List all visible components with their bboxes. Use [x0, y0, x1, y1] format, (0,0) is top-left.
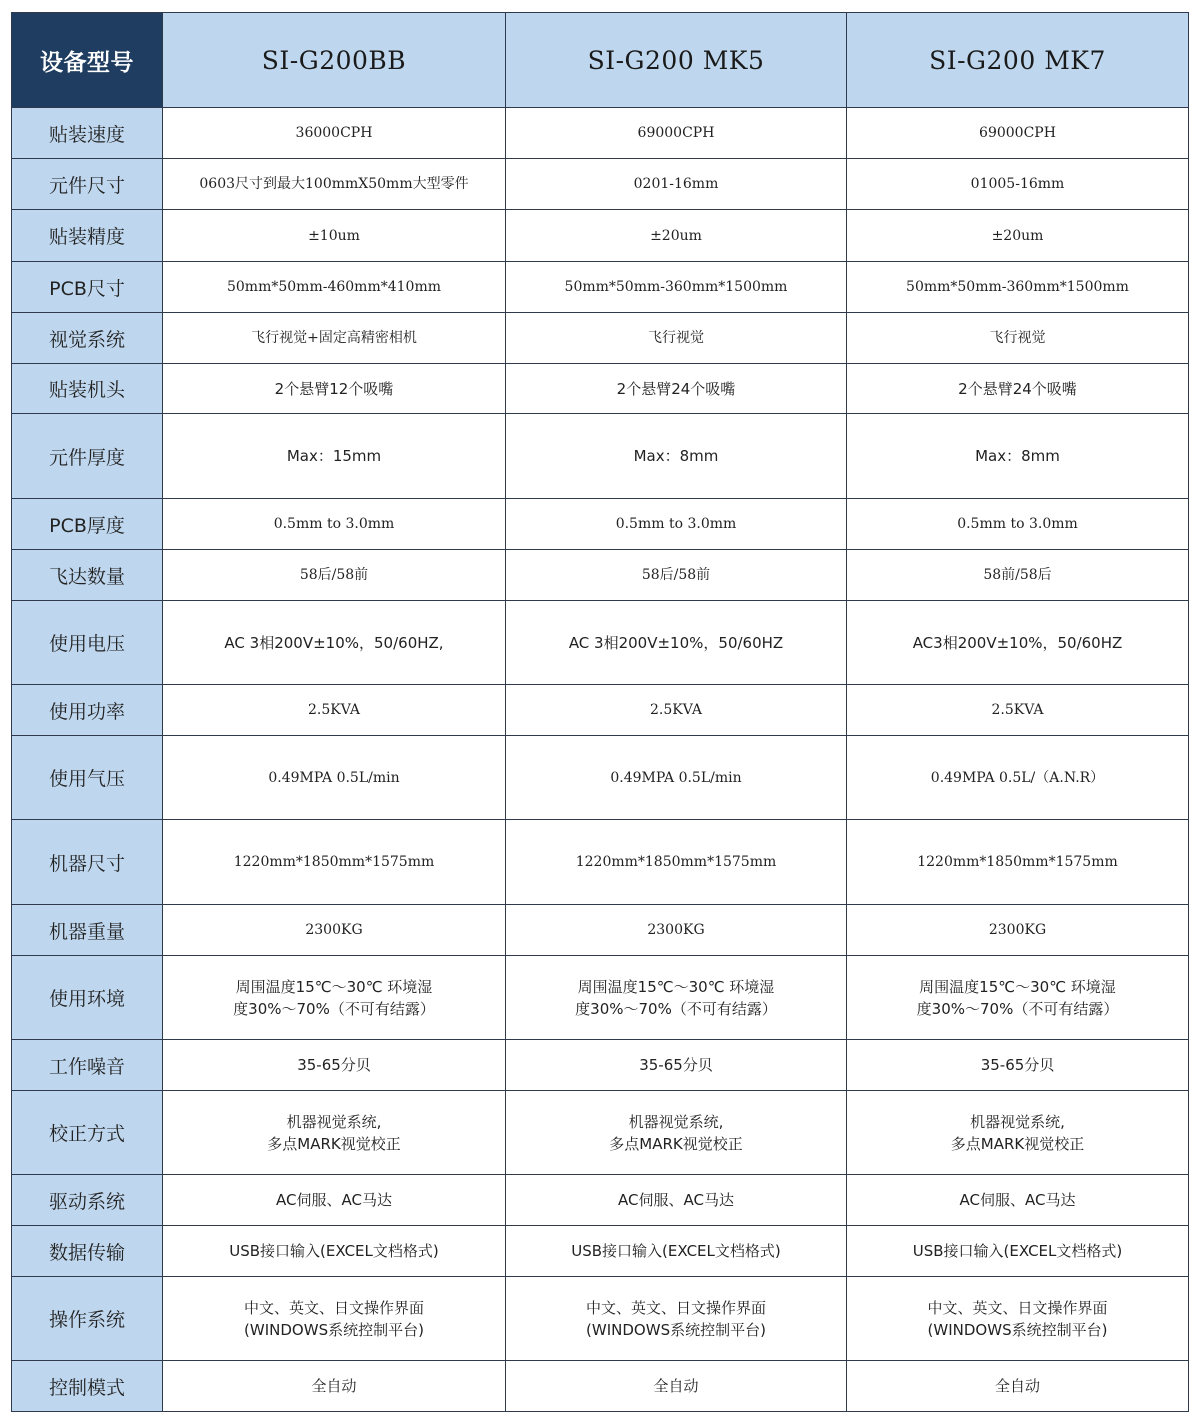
spec-row: [12, 262, 1189, 313]
spec-value: [506, 1361, 847, 1412]
spec-value: [506, 956, 847, 1040]
spec-value: [163, 1277, 506, 1361]
spec-label: 使用功率: [12, 685, 163, 736]
spec-value: [163, 905, 506, 956]
spec-value-line: 58前/58后: [983, 567, 1052, 583]
spec-value-line: 50mm*50mm-360mm*1500mm: [564, 279, 788, 295]
spec-label: 元件尺寸: [12, 159, 163, 210]
spec-label: 工作噪音: [12, 1040, 163, 1091]
spec-value: [163, 414, 506, 499]
spec-value: [847, 159, 1189, 210]
spec-row: [12, 956, 1189, 1040]
spec-value-line: 0.5mm to 3.0mm: [615, 516, 737, 532]
spec-row: [12, 159, 1189, 210]
spec-label: 操作系统: [12, 1277, 163, 1361]
spec-value-line: USB接口输入(EXCEL文档格式): [229, 1242, 439, 1260]
spec-value-line: 全自动: [653, 1377, 699, 1395]
spec-label: 控制模式: [12, 1361, 163, 1412]
spec-value: [163, 1361, 506, 1412]
spec-value-line: 35-65分贝: [639, 1056, 713, 1074]
spec-value-line: Max：8mm: [975, 447, 1060, 465]
spec-value: [847, 1226, 1189, 1277]
spec-value-line: 2300KG: [647, 922, 705, 938]
spec-label: PCB厚度: [12, 499, 163, 550]
spec-value-line: 1220mm*1850mm*1575mm: [917, 854, 1118, 870]
spec-value-line: 多点MARK视觉校正: [267, 1134, 401, 1153]
spec-value-line: 35-65分贝: [980, 1056, 1055, 1074]
spec-value: [506, 159, 847, 210]
spec-value-line: 中文、英文、日文操作界面: [927, 1298, 1108, 1317]
spec-value: [506, 905, 847, 956]
spec-value-line: 2个悬臂12个吸嘴: [274, 379, 394, 398]
spec-value-line: AC伺服、AC马达: [618, 1191, 734, 1209]
spec-label: 使用气压: [12, 736, 163, 820]
spec-row: [12, 210, 1189, 262]
spec-value: [163, 956, 506, 1040]
spec-row: [12, 1175, 1189, 1226]
spec-value-line: 飞行视觉+固定高精密相机: [251, 330, 417, 346]
spec-value: [163, 313, 506, 364]
spec-row: [12, 364, 1189, 414]
spec-value-line: 50mm*50mm-360mm*1500mm: [906, 279, 1129, 295]
spec-value: [506, 685, 847, 736]
spec-value-line: 2个悬臂24个吸嘴: [958, 379, 1077, 398]
spec-value: [847, 685, 1189, 736]
spec-value: [163, 364, 506, 414]
spec-value-line: 0.49MPA 0.5L/（A.N.R）: [930, 769, 1105, 786]
spec-value-line: 58后/58前: [641, 567, 711, 583]
spec-row: [12, 1361, 1189, 1412]
spec-row: [12, 1091, 1189, 1175]
spec-value: [163, 736, 506, 820]
spec-label: 使用环境: [12, 956, 163, 1040]
spec-value-line: AC 3相200V±10%，50/60HZ,: [224, 633, 444, 652]
spec-value-line: 58后/58前: [299, 567, 369, 583]
spec-value: [163, 685, 506, 736]
spec-value-line: 度30%～70%（不可有结露）: [233, 999, 435, 1018]
spec-value-line: 2个悬臂24个吸嘴: [616, 379, 736, 398]
spec-value-line: 周围温度15℃～30℃ 环境湿: [235, 977, 433, 996]
spec-value: [847, 550, 1189, 601]
spec-row: [12, 601, 1189, 685]
spec-value-line: 2.5KVA: [650, 702, 702, 718]
spec-value-line: 35-65分贝: [297, 1056, 371, 1074]
spec-value-line: 中文、英文、日文操作界面: [585, 1298, 766, 1317]
spec-value: [506, 108, 847, 159]
spec-value-line: 1220mm*1850mm*1575mm: [575, 854, 777, 870]
spec-value-line: 0.5mm to 3.0mm: [273, 516, 395, 532]
spec-label: 贴装速度: [12, 108, 163, 159]
spec-row: [12, 550, 1189, 601]
spec-value-line: Max：15mm: [286, 447, 382, 465]
spec-value: [506, 1175, 847, 1226]
spec-value-line: 2300KG: [988, 922, 1047, 938]
spec-value: [506, 210, 847, 262]
spec-value: [847, 1040, 1189, 1091]
spec-value: [506, 262, 847, 313]
spec-value: [847, 905, 1189, 956]
spec-row: [12, 313, 1189, 364]
spec-value-line: 机器视觉系统,: [286, 1112, 382, 1131]
spec-value-line: 1220mm*1850mm*1575mm: [233, 854, 435, 870]
spec-value-line: 机器视觉系统,: [628, 1112, 724, 1131]
spec-row: [12, 414, 1189, 499]
spec-value-line: ±10um: [308, 227, 360, 244]
spec-label: 飞达数量: [12, 550, 163, 601]
spec-label: 元件厚度: [12, 414, 163, 499]
spec-value-line: 69000CPH: [979, 125, 1056, 141]
spec-label: 使用电压: [12, 601, 163, 685]
spec-value-line: (WINDOWS系统控制平台): [586, 1320, 766, 1339]
spec-value: [847, 499, 1189, 550]
spec-row: [12, 499, 1189, 550]
spec-value-line: 0.49MPA 0.5L/min: [268, 769, 400, 786]
model-name: SI-G200BB: [163, 13, 506, 108]
spec-row: [12, 1040, 1189, 1091]
spec-value: [163, 601, 506, 685]
spec-value-line: 0603尺寸到最大100mmX50mm大型零件: [199, 176, 469, 192]
spec-value: [506, 550, 847, 601]
spec-value: [506, 499, 847, 550]
spec-value: [506, 601, 847, 685]
spec-value-line: AC3相200V±10%，50/60HZ: [912, 633, 1123, 652]
spec-value-line: 50mm*50mm-460mm*410mm: [226, 279, 441, 295]
spec-value-line: 36000CPH: [295, 125, 373, 141]
spec-value: [847, 262, 1189, 313]
spec-value-line: 周围温度15℃～30℃ 环境湿: [919, 977, 1116, 996]
spec-value-line: ±20um: [650, 227, 702, 244]
spec-value: [506, 364, 847, 414]
spec-value: [506, 414, 847, 499]
model-header-label: 设备型号: [12, 13, 163, 108]
spec-label: 校正方式: [12, 1091, 163, 1175]
spec-row: [12, 905, 1189, 956]
spec-value-line: 周围温度15℃～30℃ 环境湿: [577, 977, 775, 996]
spec-label: 机器重量: [12, 905, 163, 956]
spec-value-line: AC伺服、AC马达: [959, 1191, 1076, 1209]
spec-label: 贴装精度: [12, 210, 163, 262]
spec-value: [163, 550, 506, 601]
spec-value: [847, 1361, 1189, 1412]
spec-value: [847, 820, 1189, 905]
spec-value: [847, 1091, 1189, 1175]
spec-value: [847, 601, 1189, 685]
model-name: SI-G200 MK7: [847, 13, 1189, 108]
spec-value: [847, 414, 1189, 499]
spec-value: [847, 1277, 1189, 1361]
spec-value: [506, 1277, 847, 1361]
spec-value: [506, 820, 847, 905]
spec-value-line: USB接口输入(EXCEL文档格式): [571, 1242, 781, 1260]
spec-value-line: 2.5KVA: [991, 702, 1044, 718]
spec-value: [163, 820, 506, 905]
spec-value: [847, 108, 1189, 159]
spec-value-line: 机器视觉系统,: [970, 1112, 1065, 1131]
spec-value-line: AC 3相200V±10%，50/60HZ: [568, 633, 784, 652]
spec-value: [163, 210, 506, 262]
spec-value: [847, 736, 1189, 820]
spec-value-line: (WINDOWS系统控制平台): [244, 1320, 424, 1339]
spec-value-line: 全自动: [311, 1377, 357, 1395]
spec-label: 机器尺寸: [12, 820, 163, 905]
spec-row: [12, 1277, 1189, 1361]
spec-value-line: 飞行视觉: [648, 330, 704, 346]
spec-row: [12, 685, 1189, 736]
header-row: [12, 13, 1189, 108]
spec-value-line: 度30%～70%（不可有结露）: [575, 999, 777, 1018]
spec-value: [847, 956, 1189, 1040]
spec-value-line: 0201-16mm: [633, 176, 719, 192]
spec-value: [506, 1040, 847, 1091]
spec-label: 视觉系统: [12, 313, 163, 364]
spec-value-line: 69000CPH: [637, 125, 715, 141]
spec-label: 数据传输: [12, 1226, 163, 1277]
spec-value: [506, 313, 847, 364]
spec-body: [12, 108, 1189, 1412]
spec-value: [163, 1175, 506, 1226]
spec-value-line: 度30%～70%（不可有结露）: [916, 999, 1119, 1018]
spec-value-line: ±20um: [991, 227, 1044, 244]
spec-value-line: 0.5mm to 3.0mm: [957, 516, 1078, 532]
spec-row: [12, 820, 1189, 905]
spec-table: [11, 12, 1189, 1412]
spec-value-line: 飞行视觉: [989, 330, 1046, 346]
spec-value-line: 多点MARK视觉校正: [950, 1134, 1085, 1153]
spec-label: PCB尺寸: [12, 262, 163, 313]
spec-value: [847, 364, 1189, 414]
spec-value: [506, 1091, 847, 1175]
spec-row: [12, 1226, 1189, 1277]
spec-row: [12, 736, 1189, 820]
spec-label: 贴装机头: [12, 364, 163, 414]
spec-value: [163, 108, 506, 159]
spec-value-line: USB接口输入(EXCEL文档格式): [912, 1242, 1123, 1260]
spec-value: [506, 1226, 847, 1277]
model-name: SI-G200 MK5: [506, 13, 847, 108]
spec-value: [163, 1226, 506, 1277]
spec-value-line: AC伺服、AC马达: [276, 1191, 392, 1209]
spec-label: 驱动系统: [12, 1175, 163, 1226]
spec-value-line: 2300KG: [305, 922, 363, 938]
spec-value: [847, 210, 1189, 262]
spec-value-line: 多点MARK视觉校正: [609, 1134, 743, 1153]
spec-value: [163, 499, 506, 550]
spec-value: [163, 159, 506, 210]
spec-value-line: (WINDOWS系统控制平台): [927, 1320, 1108, 1339]
spec-value: [847, 1175, 1189, 1226]
spec-value-line: 2.5KVA: [308, 702, 360, 718]
spec-value: [163, 262, 506, 313]
spec-value-line: Max：8mm: [633, 447, 719, 465]
spec-value-line: 0.49MPA 0.5L/min: [610, 769, 742, 786]
spec-value: [506, 736, 847, 820]
spec-value: [163, 1040, 506, 1091]
spec-value: [847, 313, 1189, 364]
spec-value-line: 中文、英文、日文操作界面: [243, 1298, 424, 1317]
spec-value-line: 01005-16mm: [970, 176, 1065, 192]
spec-value-line: 全自动: [994, 1377, 1040, 1395]
spec-row: [12, 108, 1189, 159]
spec-value: [163, 1091, 506, 1175]
